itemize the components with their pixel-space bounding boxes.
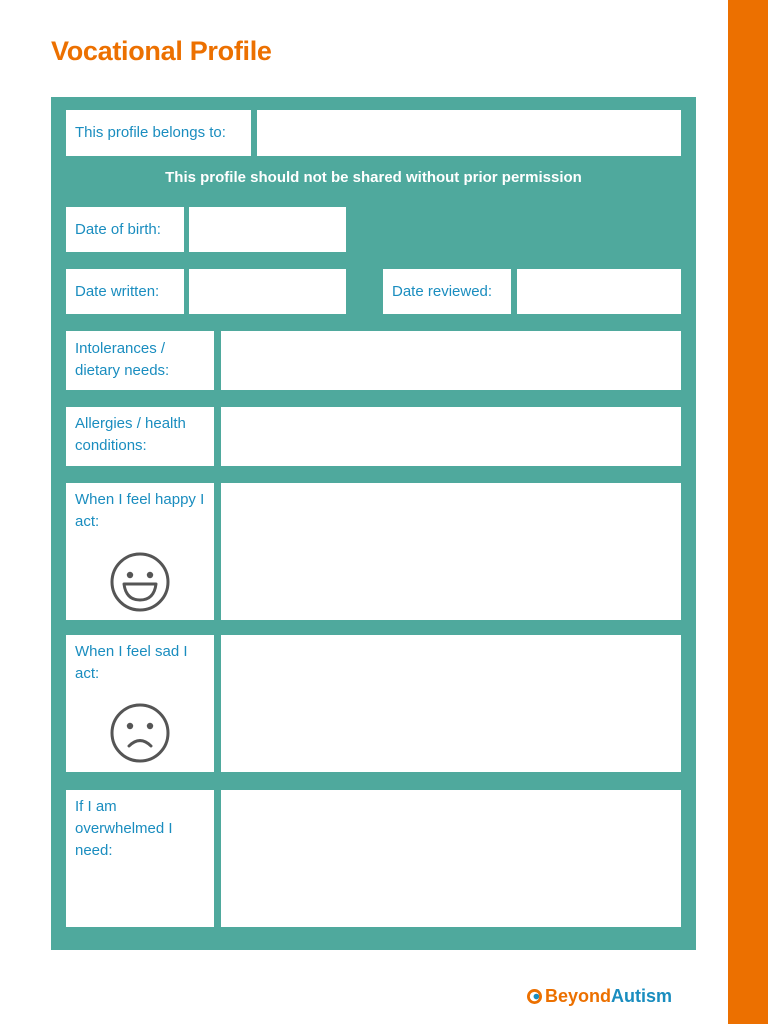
sad-label-cell [66,635,214,772]
allergies-label: Allergies / health conditions: [66,407,214,466]
logo-text-beyond: Beyond [545,986,612,1006]
happy-label-cell [66,483,214,620]
permission-notice: This profile should not be shared without prior permission [165,169,582,186]
overwhelmed-label: If I am overwhelmed I need: [66,790,214,927]
belongs-to-field[interactable] [257,110,681,156]
profile-form-panel [51,97,696,950]
orange-side-bar [728,0,768,1024]
date-written-field[interactable] [189,269,346,314]
smiley-face-icon [108,550,172,614]
page-title: Vocational Profile [51,36,272,66]
happy-field[interactable] [221,483,681,620]
date-reviewed-field[interactable] [517,269,681,314]
overwhelmed-field[interactable] [221,790,681,927]
sad-field[interactable] [221,635,681,772]
belongs-to-label: This profile belongs to: [66,110,251,156]
date-written-label: Date written: [66,269,184,314]
date-of-birth-field[interactable] [189,207,346,252]
beyond-autism-logo-icon [527,989,542,1004]
allergies-field[interactable] [221,407,681,466]
intolerances-field[interactable] [221,331,681,390]
sad-face-icon [108,701,172,765]
date-of-birth-label: Date of birth: [66,207,184,252]
sad-label: When I feel sad I act: [75,643,188,682]
beyond-autism-logo [527,986,672,1007]
happy-label: When I feel happy I act: [75,491,205,530]
logo-text-autism: Autism [611,986,673,1006]
intolerances-label: Intolerances / dietary needs: [66,331,214,390]
date-reviewed-label: Date reviewed: [383,269,511,314]
